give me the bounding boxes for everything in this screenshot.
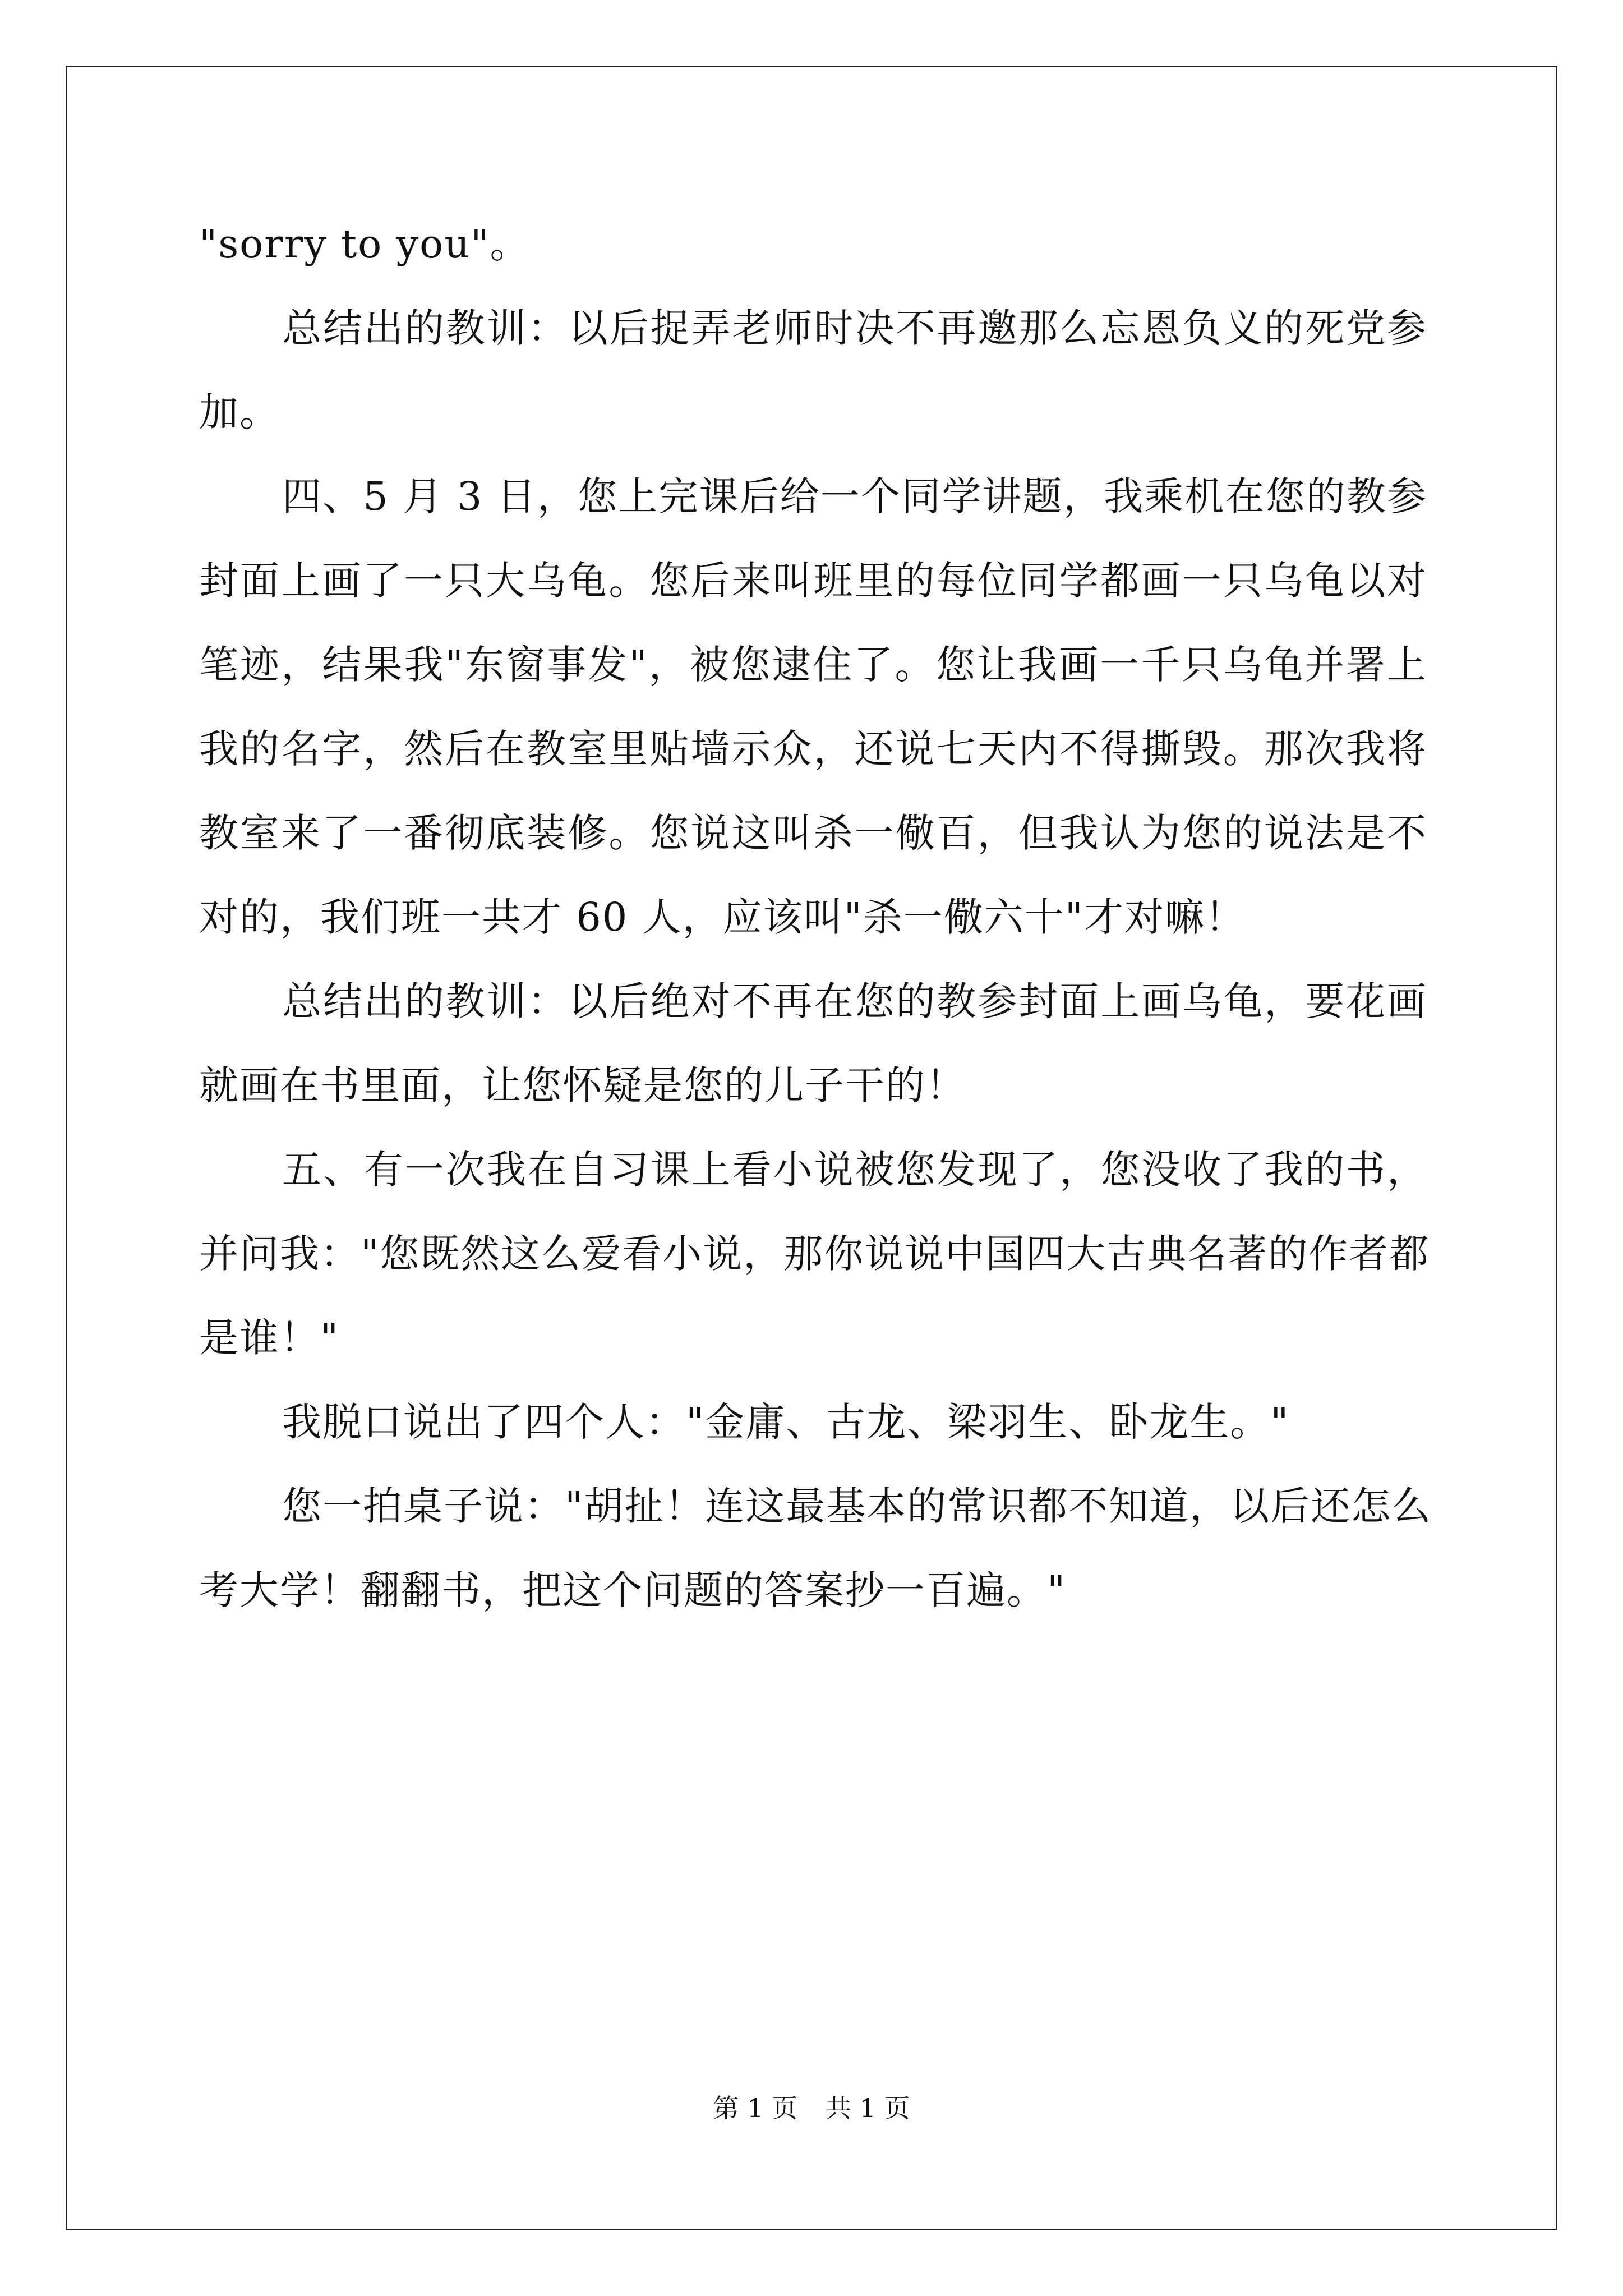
- text-line: "sorry to you"。: [199, 221, 531, 267]
- text-line: 我脱口说出了四个人："金庸、古龙、梁羽生、卧龙生。": [282, 1399, 1290, 1445]
- text-line: 教室来了一番彻底装修。您说这叫杀一儆百，但我认为您的说法是不: [199, 810, 1427, 856]
- text-line: 笔迹，结果我"东窗事发"，被您逮住了。您让我画一千只乌龟并署上: [199, 642, 1427, 688]
- text-line: 五、有一次我在自习课上看小说被您发现了，您没收了我的书，: [282, 1147, 1427, 1193]
- page-number-current: 第 1 页: [713, 2093, 797, 2123]
- text-line: 加。: [199, 389, 280, 435]
- text-line: 就画在书里面，让您怀疑是您的儿子干的！: [199, 1062, 966, 1108]
- page-number-total: 共 1 页: [826, 2093, 910, 2123]
- text-line: 总结出的教训：以后捉弄老师时决不再邀那么忘恩负义的死党参: [282, 305, 1427, 351]
- text-line: 是谁！": [199, 1315, 340, 1361]
- text-line: 考大学！翻翻书，把这个问题的答案抄一百遍。": [199, 1567, 1067, 1613]
- text-line: 封面上画了一只大乌龟。您后来叫班里的每位同学都画一只乌龟以对: [199, 558, 1427, 604]
- text-line: 我的名字，然后在教室里贴墙示众，还说七天内不得撕毁。那次我将: [199, 726, 1427, 772]
- text-line: 对的，我们班一共才 60 人，应该叫"杀一儆六十"才对嘛！: [199, 894, 1246, 940]
- text-line: 总结出的教训：以后绝对不再在您的教参封面上画乌龟，要花画: [282, 978, 1427, 1024]
- text-line: 四、5 月 3 日，您上完课后给一个同学讲题，我乘机在您的教参: [282, 473, 1427, 519]
- text-line: 并问我："您既然这么爱看小说，那你说说中国四大古典名著的作者都: [199, 1231, 1430, 1277]
- page-footer: [0, 2091, 1623, 2125]
- text-line: 您一拍桌子说："胡扯！连这最基本的常识都不知道，以后还怎么: [282, 1483, 1432, 1529]
